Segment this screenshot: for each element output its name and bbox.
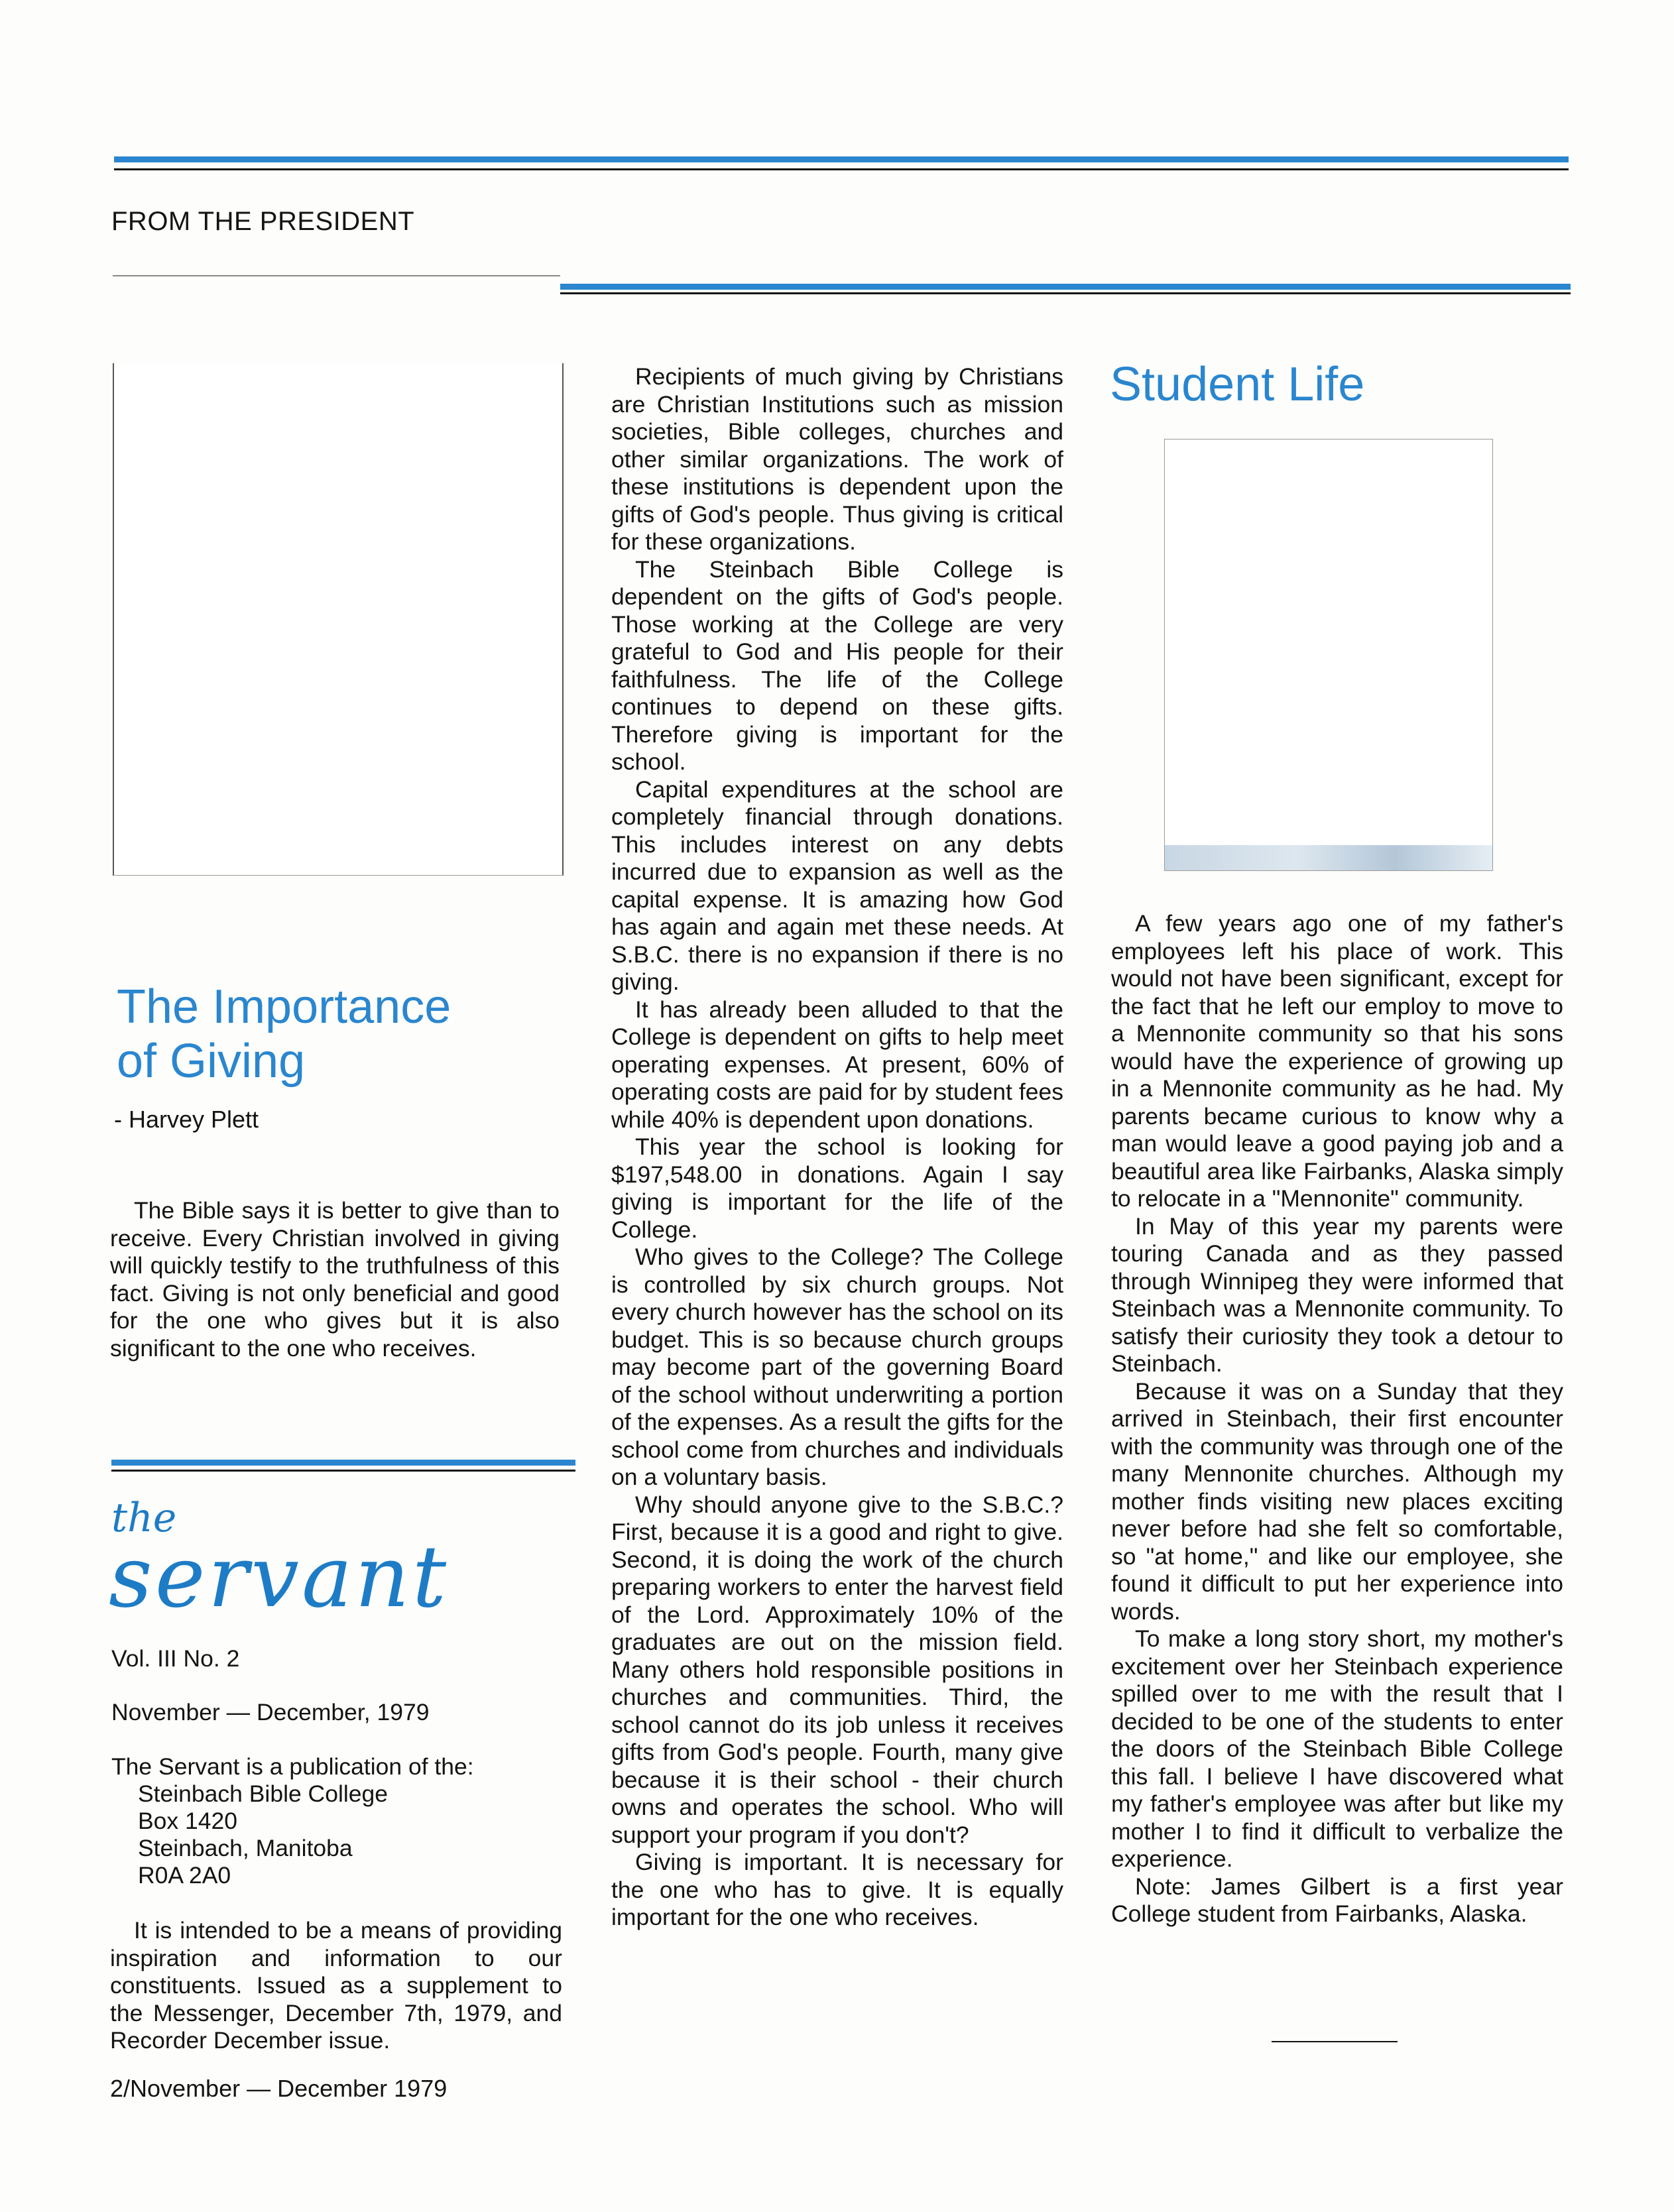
end-rule bbox=[1272, 2041, 1398, 2042]
section-label: FROM THE PRESIDENT bbox=[111, 207, 415, 236]
publication-intro: The Servant is a publication of the: bbox=[111, 1753, 474, 1780]
address-line: Box 1420 bbox=[138, 1808, 238, 1834]
masthead-logo: servant bbox=[109, 1528, 449, 1627]
publication-block bbox=[111, 1753, 474, 1889]
section-thin-rule bbox=[113, 275, 560, 276]
article-paragraph: It has already been alluded to that the College is dependent on gifts to help meet operating expenses. At present, 60% of operating costs are paid for by student fees while 40% is dependent upon donations. bbox=[611, 996, 1063, 1133]
student-photo bbox=[1164, 439, 1493, 871]
section-blue-rule bbox=[560, 284, 1571, 290]
president-photo bbox=[113, 363, 564, 876]
article-title-line2: of Giving bbox=[117, 1035, 306, 1088]
student-paragraph: In May of this year my parents were touring Canada and as they passed through Winnipeg they were informed that Steinbach was a Mennonite community. To satisfy their curiosity they took a detour to Steinbach. bbox=[1111, 1212, 1563, 1377]
address-line: Steinbach, Manitoba bbox=[138, 1835, 353, 1861]
masthead-black-rule bbox=[111, 1470, 575, 1472]
section-black-rule bbox=[560, 292, 1571, 294]
article-paragraph: Capital expenditures at the school are completely financial through donations. This includes interest on any debts incurred due to expansion as well as the capital expense. It is amazing how God has again and again met these needs. At S.B.C. there is no expansion if there is no giving. bbox=[611, 776, 1063, 995]
volume: Vol. III No. 2 bbox=[111, 1645, 240, 1672]
page-footer: 2/November — December 1979 bbox=[110, 2075, 448, 2102]
masthead-note-block bbox=[110, 1917, 562, 2055]
masthead-note: It is intended to be a means of providing inspiration and information to our constituents. Issued as a supplement to the Messenger, December 7th, 1979, and Recorder December issue. bbox=[110, 1917, 562, 2054]
address-line: R0A 2A0 bbox=[138, 1862, 231, 1889]
student-paragraph: To make a long story short, my mother's excitement over her Steinbach experience spilled over to me with the result that I decided to be one of the students to enter the doors of the Steinbach Bible College this fall. I believe I have discovered what my father's employee was after but like my mother I to find it difficult to verbalize the experience. bbox=[1111, 1625, 1563, 1872]
article-left-column bbox=[110, 1197, 560, 1362]
article-paragraph: Recipients of much giving by Christians are Christian Institutions such as mission societies, Bible colleges, churches and other similar organizations. The work of these institutions is dependent upon the gifts of God's people. Thus giving is critical for these organizations. bbox=[611, 363, 1063, 555]
article-paragraph: Giving is important. It is necessary for the one who has to give. It is equally important for the one who receives. bbox=[611, 1849, 1063, 1930]
top-blue-rule bbox=[114, 156, 1569, 162]
student-paragraph: Note: James Gilbert is a first year College student from Fairbanks, Alaska. bbox=[1111, 1873, 1563, 1927]
article-title-line1: The Importance bbox=[117, 980, 451, 1033]
article-paragraph: The Steinbach Bible College is dependent on the gifts of God's people. Those working at the College are very grateful to God and His people for their faithfulness. The life of the College continues to depend on these gifts. Therefore giving is important for the school. bbox=[611, 555, 1063, 775]
issue-date: November — December, 1979 bbox=[111, 1699, 430, 1725]
student-paragraph: A few years ago one of my father's employees left his place of work. This would not have been significant, except for the fact that he left our employ to move to a Mennonite community so that his sons would have the experience of growing up in a Mennonite community as he had. My parents became curious to know why a man would leave a good paying job and a beautiful area like Fairbanks, Alaska simply to relocate in a "Mennonite" community. bbox=[1111, 910, 1563, 1212]
student-life-column bbox=[1111, 910, 1563, 1928]
masthead-blue-rule bbox=[111, 1460, 575, 1466]
article-paragraph: Who gives to the College? The College is controlled by six church groups. Not every church however has the school on its budget. This is so because church groups may become part of the governing Board of the school without underwriting a portion of the expenses. As a result the gifts for the school come from churches and individuals on a voluntary basis. bbox=[611, 1244, 1063, 1490]
address-line: Steinbach Bible College bbox=[138, 1780, 388, 1807]
student-paragraph: Because it was on a Sunday that they arrived in Steinbach, their first encounter with the community was through one of the many Mennonite churches. Although my mother finds visiting new places exciting never before had she felt so comfortable, so "at home," and like our employee, she found it difficult to put her experience into words. bbox=[1111, 1377, 1563, 1625]
student-life-title: Student Life bbox=[1110, 358, 1365, 411]
article-paragraph: Why should anyone give to the S.B.C.? First, because it is a good and right to give. Second, it is doing the work of the church preparing workers to enter the harvest field of the Lord. Approximately 10% of the graduates are out on the mission field. Many others hold responsible positions in churches and communities. Third, the school cannot do its job unless it receives gifts from God's people. Fourth, many give because it is their school - their church owns and operates the school. Who will support your program if you don't? bbox=[611, 1491, 1063, 1848]
byline: - Harvey Plett bbox=[114, 1106, 259, 1133]
article-paragraph: The Bible says it is better to give than to receive. Every Christian involved in giving will quickly testify to the truthfulness of this fact. Giving is not only beneficial and good for the one who gives but it is also significant to the one who receives. bbox=[110, 1197, 560, 1362]
masthead-the: the bbox=[111, 1495, 177, 1541]
top-black-rule bbox=[114, 168, 1569, 170]
article-mid-column bbox=[611, 363, 1063, 1932]
article-paragraph: This year the school is looking for $197,548.00 in donations. Again I say giving is important for the life of the College. bbox=[611, 1134, 1063, 1243]
article-title bbox=[117, 980, 451, 1088]
